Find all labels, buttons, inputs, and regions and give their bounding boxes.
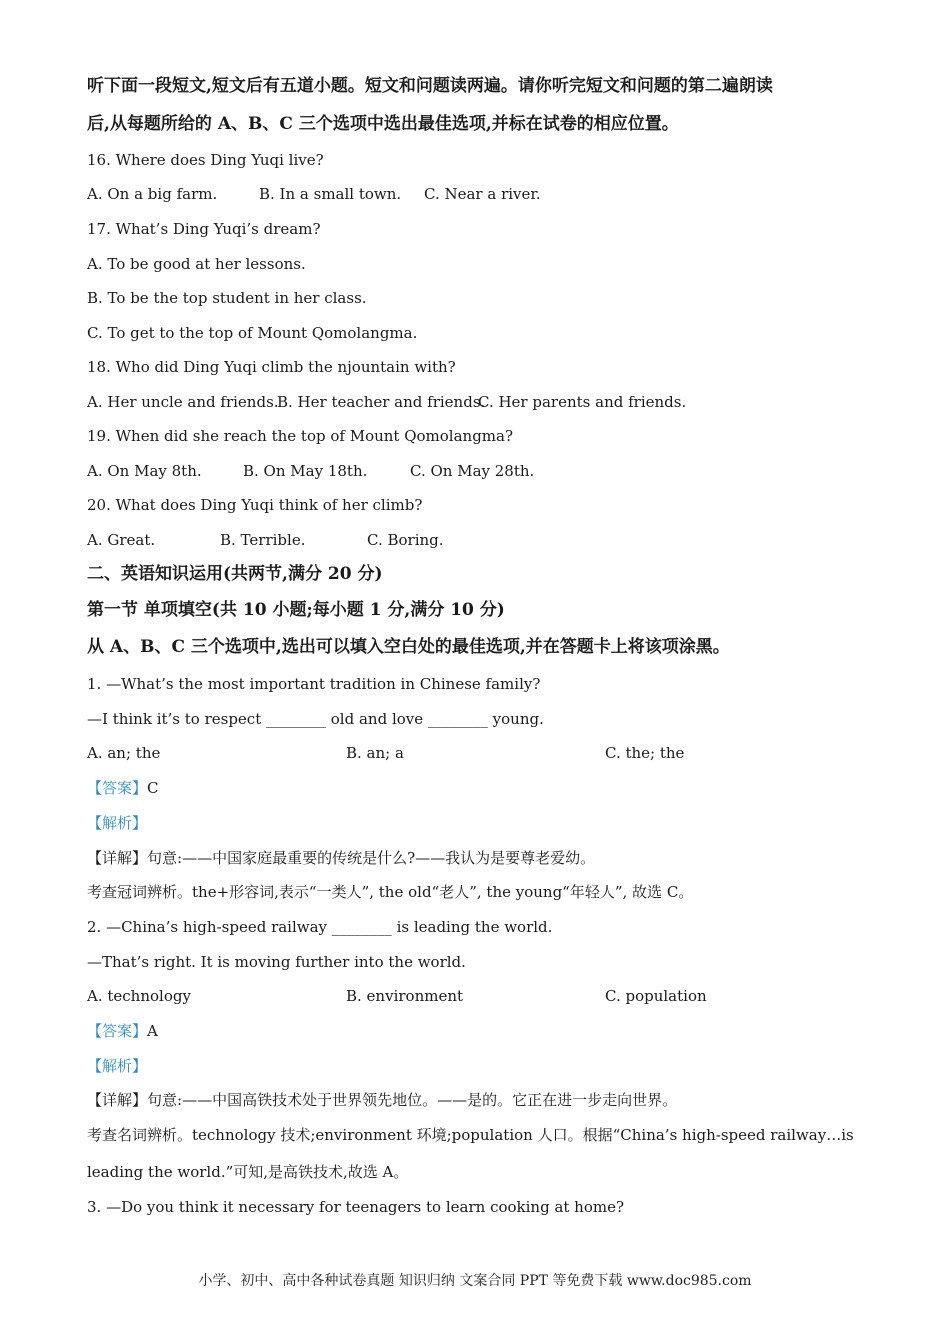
question-19-option-b: B. On May 18th.	[243, 462, 368, 480]
question-17-option-a: A. To be good at her lessons.	[87, 255, 306, 273]
question-20-option-a: A. Great.	[87, 531, 156, 549]
mc2-stem-line-1: 2. —China’s high-speed railway ________ is leading the world.	[87, 918, 553, 936]
question-16-option-b: B. In a small town.	[259, 185, 402, 203]
mc1-answer	[87, 778, 159, 798]
mc1-analysis-label: 【解析】	[87, 814, 148, 832]
mc2-answer-label: 【答案】	[87, 1022, 148, 1040]
mc1-option-b: B. an; a	[346, 744, 404, 762]
mc2-analysis-label: 【解析】	[87, 1057, 148, 1075]
question-16-option-c: C. Near a river.	[424, 185, 541, 203]
question-19-option-c: C. On May 28th.	[410, 462, 535, 480]
mc1-detail-label: 【详解】	[87, 849, 148, 867]
question-16-stem: 16. Where does Ding Yuqi live?	[87, 151, 324, 169]
section-2-part-1-title: 第一节 单项填空(共 10 小题;每小题 1 分,满分 10 分)	[87, 600, 505, 620]
question-20-stem: 20. What does Ding Yuqi think of her climb?	[87, 496, 423, 514]
mc2-answer-value: A	[147, 1022, 158, 1040]
listening-instructions-line-2: 后,从每题所给的 A、B、C 三个选项中选出最佳选项,并标在试卷的相应位置。	[87, 114, 679, 134]
section-2-instructions: 从 A、B、C 三个选项中,选出可以填入空白处的最佳选项,并在答题卡上将该项涂黑。	[87, 637, 730, 657]
question-18-stem: 18. Who did Ding Yuqi climb the njountain with?	[87, 358, 456, 376]
question-19-stem: 19. When did she reach the top of Mount Qomolangma?	[87, 427, 514, 445]
page-footer: 小学、初中、高中各种试卷真题 知识归纳 文案合同 PPT 等免费下载 www.doc985.com	[198, 1273, 752, 1289]
mc1-stem-line-1: 1. —What’s the most important tradition in Chinese family?	[87, 675, 541, 693]
mc1-option-c: C. the; the	[605, 744, 685, 762]
mc2-option-b: B. environment	[346, 987, 464, 1005]
mc2-answer	[87, 1021, 158, 1041]
question-18-option-a: A. Her uncle and friends.	[87, 393, 279, 411]
mc2-stem-line-2: —That’s right. It is moving further into the world.	[87, 953, 466, 971]
mc2-detail-text: 句意:——中国高铁技术处于世界领先地位。——是的。它正在进一步走向世界。	[147, 1091, 678, 1109]
question-18-option-c: C. Her parents and friends.	[478, 393, 687, 411]
mc1-detail-text: 句意:——中国家庭最重要的传统是什么?——我认为是要尊老爱幼。	[147, 849, 596, 867]
mc2-detail-label: 【详解】	[87, 1091, 148, 1109]
question-20-option-b: B. Terrible.	[220, 531, 306, 549]
section-2-title: 二、英语知识运用(共两节,满分 20 分)	[87, 564, 383, 584]
mc1-answer-label: 【答案】	[87, 779, 148, 797]
mc1-option-a: A. an; the	[87, 744, 161, 762]
mc1-explanation: 考查冠词辨析。the+形容词,表示“一类人”, the old“老人”, the young“年轻人”, 故选 C。	[87, 883, 694, 901]
question-18-option-b: B. Her teacher and friends.	[277, 393, 486, 411]
mc2-detail	[87, 1090, 677, 1110]
mc2-explanation-line-1: 考查名词辨析。technology 技术;environment 环境;population 人口。根据“China’s high-speed railway…is	[87, 1126, 854, 1144]
question-16-option-a: A. On a big farm.	[87, 185, 218, 203]
mc2-explanation-line-2: leading the world.”可知,是高铁技术,故选 A。	[87, 1163, 409, 1181]
question-17-option-b: B. To be the top student in her class.	[87, 289, 367, 307]
listening-instructions-line-1: 听下面一段短文,短文后有五道小题。短文和问题读两遍。请你听完短文和问题的第二遍朗读	[87, 76, 773, 96]
mc3-stem-line-1: 3. —Do you think it necessary for teenagers to learn cooking at home?	[87, 1198, 625, 1216]
mc2-option-a: A. technology	[87, 987, 191, 1005]
question-20-option-c: C. Boring.	[367, 531, 444, 549]
mc1-stem-line-2: —I think it’s to respect ________ old and love ________ young.	[87, 710, 544, 728]
mc1-detail	[87, 848, 595, 868]
question-19-option-a: A. On May 8th.	[87, 462, 202, 480]
question-17-stem: 17. What’s Ding Yuqi’s dream?	[87, 220, 321, 238]
mc1-answer-value: C	[147, 779, 159, 797]
question-17-option-c: C. To get to the top of Mount Qomolangma.	[87, 324, 418, 342]
mc2-option-c: C. population	[605, 987, 707, 1005]
